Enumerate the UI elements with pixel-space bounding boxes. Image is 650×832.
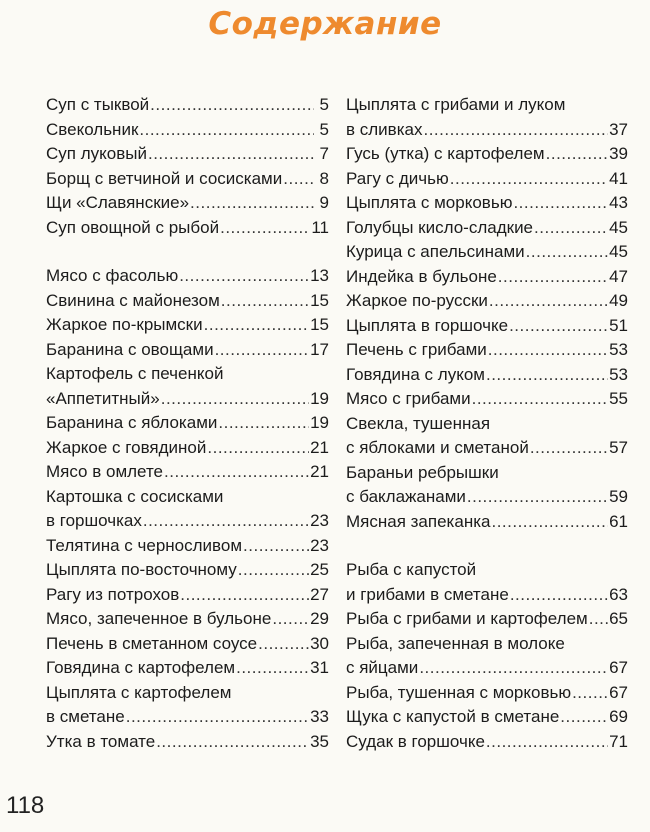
dot-leader	[220, 216, 310, 241]
dot-leader	[560, 705, 608, 730]
toc-entry-line	[46, 387, 329, 412]
toc-entry	[346, 387, 628, 412]
toc-entry	[46, 191, 329, 216]
dot-leader	[164, 460, 309, 485]
dot-leader	[221, 289, 309, 314]
toc-entry-line	[46, 264, 329, 289]
toc-entry	[46, 558, 329, 583]
toc-entry	[346, 461, 628, 510]
dot-leader	[190, 191, 314, 216]
toc-entry-page: 9	[319, 193, 329, 212]
toc-entry-page: 43	[609, 193, 628, 212]
toc-entry-title: Щука с капустой в сметане	[346, 707, 560, 726]
toc-entry-title: Цыплята с морковью	[346, 193, 513, 212]
toc-entry	[346, 510, 628, 535]
toc-entry-line	[46, 558, 329, 583]
toc-entry-title: Рыба с капустой	[346, 560, 477, 579]
toc-entry-title: Цыплята с картофелем	[46, 682, 232, 702]
dot-leader	[450, 167, 608, 192]
toc-entry-page: 21	[310, 437, 329, 457]
toc-entry-line	[346, 363, 628, 388]
dot-leader	[472, 387, 608, 412]
toc-entry-line	[346, 485, 628, 510]
toc-entry-line	[346, 93, 628, 118]
toc-entry	[46, 142, 329, 167]
toc-entry-line	[46, 460, 329, 485]
toc-entry-page: 25	[310, 560, 329, 579]
toc-entry-page: 65	[609, 609, 628, 628]
page-number: 118	[6, 792, 45, 819]
toc-entry-title: Рагу из потрохов	[46, 584, 180, 604]
toc-entry	[346, 607, 628, 632]
toc-entry-title: Рыба, тушенная с морковью	[346, 682, 572, 702]
toc-entry	[46, 607, 329, 632]
dot-leader	[243, 534, 309, 559]
toc-entry	[346, 412, 628, 461]
toc-entry-title: Печень в сметанном соусе	[46, 633, 258, 653]
dot-leader	[156, 730, 309, 755]
toc-entry-line	[46, 730, 329, 755]
toc-entry-title: Картофель с печенкой	[46, 364, 224, 383]
toc-entry-title: Курица с апельсинами	[346, 242, 525, 261]
dot-leader	[423, 118, 608, 143]
toc-entry-line	[46, 289, 329, 314]
toc-entry	[346, 730, 628, 755]
toc-entry-line	[46, 216, 329, 241]
toc-entry	[346, 632, 628, 681]
toc-entry-page: 35	[310, 731, 329, 751]
toc-entry-title: Свекла, тушенная	[346, 413, 491, 433]
toc-entry-line	[346, 191, 628, 216]
toc-entry-line	[46, 632, 329, 657]
toc-entry-line	[346, 412, 628, 437]
dot-leader	[509, 314, 608, 339]
dot-leader	[530, 436, 608, 461]
dot-leader	[179, 264, 309, 289]
toc-entry-line	[46, 607, 329, 632]
dot-leader	[534, 216, 608, 241]
dot-leader	[488, 338, 608, 363]
dot-leader	[204, 313, 309, 338]
toc-entry	[46, 411, 329, 436]
toc-entry-page: 59	[609, 487, 628, 506]
toc-entry-line	[346, 240, 628, 265]
toc-entry-title: Картошка с сосисками	[46, 486, 224, 506]
toc-entry-page: 5	[319, 119, 329, 139]
dot-leader	[180, 583, 309, 608]
toc-entry	[46, 681, 329, 730]
toc-entry-title: Рыба с грибами и картофелем	[346, 609, 588, 628]
toc-left-column	[46, 93, 329, 754]
toc-entry-page: 33	[310, 707, 329, 726]
toc-entry-page: 67	[609, 682, 628, 702]
toc-entry-title: Мясо в омлете	[46, 462, 163, 481]
dot-leader	[467, 485, 608, 510]
dot-leader	[572, 681, 608, 706]
toc-entry	[46, 216, 329, 241]
toc-entry-page: 55	[609, 389, 628, 408]
toc-entry-title: Свекольник	[46, 119, 139, 139]
dot-leader	[489, 289, 608, 314]
toc-entry-title: и грибами в сметане	[346, 584, 509, 604]
dot-leader	[491, 510, 608, 535]
toc-entry-line	[346, 387, 628, 412]
dot-leader	[546, 142, 608, 167]
toc-entry	[346, 240, 628, 265]
toc-entry-line	[346, 142, 628, 167]
toc-entry-page: 27	[310, 584, 329, 604]
toc-entry-page: 17	[310, 339, 329, 359]
toc-entry-title: Суп луковый	[46, 144, 147, 163]
dot-leader	[148, 142, 314, 167]
toc-entry-page: 61	[609, 511, 628, 531]
toc-entry-line	[46, 313, 329, 338]
toc-entry	[346, 142, 628, 167]
toc-entry-title: Мясо с фасолью	[46, 266, 179, 285]
toc-entry-title: Мясная запеканка	[346, 511, 491, 531]
toc-entry-title: Голубцы кисло-сладкие	[346, 217, 534, 237]
dot-leader	[218, 411, 309, 436]
section-gap	[346, 534, 628, 558]
toc-entry-line	[346, 436, 628, 461]
toc-entry-line	[46, 485, 329, 510]
toc-entry-page: 31	[310, 658, 329, 677]
toc-entry-page: 29	[310, 609, 329, 628]
toc-entry	[46, 632, 329, 657]
toc-entry-title: Жаркое по-русски	[346, 291, 488, 310]
toc-entry-page: 63	[609, 584, 628, 604]
dot-leader	[236, 656, 309, 681]
toc-entry	[46, 167, 329, 192]
toc-entry-title: Бараньи ребрышки	[346, 462, 499, 482]
toc-entry-title: «Аппетитный»	[46, 388, 160, 408]
toc-entry	[46, 656, 329, 681]
toc-entry-page: 49	[609, 291, 628, 310]
toc-entry-line	[346, 118, 628, 143]
dot-leader	[283, 167, 314, 192]
toc-entry	[46, 118, 329, 143]
toc-entry-title: Борщ с ветчиной и сосисками	[46, 168, 283, 188]
toc-entry-line	[46, 362, 329, 387]
toc-entry-title: Рыба, запеченная в молоке	[346, 633, 565, 653]
toc-entry-page: 11	[311, 217, 329, 237]
toc-entry-title: Рагу с дичью	[346, 168, 449, 188]
toc-entry-title: с баклажанами	[346, 487, 466, 506]
dot-leader	[238, 558, 309, 583]
dot-leader	[513, 191, 608, 216]
toc-entry-page: 45	[609, 217, 628, 237]
dot-leader	[526, 240, 608, 265]
toc-entry-title: в сметане	[46, 707, 125, 726]
toc-entry-line	[46, 411, 329, 436]
toc-entry-title: Печень с грибами	[346, 340, 487, 359]
dot-leader	[486, 363, 608, 388]
toc-entry-title: Мясо, запеченное в бульоне	[46, 609, 272, 628]
toc-entry-page: 13	[310, 266, 329, 285]
toc-entry-title: Мясо с грибами	[346, 389, 471, 408]
toc-entry-page: 57	[609, 438, 628, 457]
toc-entry	[46, 460, 329, 485]
toc-entry-page: 51	[609, 315, 628, 335]
toc-entry-page: 67	[609, 658, 628, 677]
toc-entry	[346, 93, 628, 142]
toc-entry-line	[346, 583, 628, 608]
toc-entry-line	[346, 681, 628, 706]
toc-entry	[346, 338, 628, 363]
toc-entry-title: с яйцами	[346, 658, 419, 677]
toc-entry-line	[346, 730, 628, 755]
toc-entry-line	[46, 338, 329, 363]
toc-entry-line	[346, 265, 628, 290]
toc-entry	[346, 314, 628, 339]
toc-entry-title: Суп овощной с рыбой	[46, 217, 220, 237]
toc-entry	[46, 264, 329, 289]
toc-entry-line	[346, 607, 628, 632]
dot-leader	[207, 436, 309, 461]
toc-entry	[346, 558, 628, 607]
toc-entry	[346, 681, 628, 706]
toc-entry-title: Свинина с майонезом	[46, 290, 220, 310]
toc-entry-line	[346, 461, 628, 486]
toc-entry	[46, 313, 329, 338]
toc-entry	[346, 191, 628, 216]
toc-entry	[346, 265, 628, 290]
toc-entry-page: 69	[609, 707, 628, 726]
toc-entry	[46, 485, 329, 534]
dot-leader	[161, 387, 309, 412]
toc-entry-title: Цыплята с грибами и луком	[346, 95, 566, 114]
toc-entry-line	[46, 142, 329, 167]
toc-entry-title: в сливках	[346, 119, 423, 139]
toc-entry-line	[346, 216, 628, 241]
toc-entry-line	[346, 656, 628, 681]
toc-entry	[46, 289, 329, 314]
dot-leader	[139, 118, 314, 143]
toc-entry-line	[46, 656, 329, 681]
toc-entry	[46, 534, 329, 559]
toc-entry-page: 7	[319, 144, 329, 163]
toc-entry-title: с яблоками и сметаной	[346, 438, 529, 457]
toc-entry-title: Индейка в бульоне	[346, 266, 497, 286]
toc-entry-page: 21	[310, 462, 329, 481]
dot-leader	[510, 583, 608, 608]
toc-entry-line	[46, 534, 329, 559]
toc-entry-page: 30	[310, 633, 329, 653]
toc-entry-title: Говядина с картофелем	[46, 658, 236, 677]
toc-entry	[346, 216, 628, 241]
dot-leader	[143, 509, 309, 534]
toc-entry	[346, 289, 628, 314]
toc-entry-page: 23	[310, 511, 329, 530]
toc-entry-title: Баранина с овощами	[46, 339, 214, 359]
toc-entry-line	[46, 93, 329, 118]
dot-leader	[258, 632, 309, 657]
toc-entry-page: 41	[609, 168, 628, 188]
toc-entry-line	[46, 509, 329, 534]
toc-entry-page: 23	[310, 535, 329, 555]
toc-entry-page: 53	[609, 340, 628, 359]
section-gap	[46, 240, 329, 264]
dot-leader	[150, 93, 314, 118]
toc-entry-line	[346, 167, 628, 192]
toc-entry-line	[346, 558, 628, 583]
toc-entry-title: Жаркое с говядиной	[46, 437, 207, 457]
toc-entry-line	[46, 681, 329, 706]
dot-leader	[498, 265, 608, 290]
dot-leader	[126, 705, 309, 730]
toc-entry	[346, 363, 628, 388]
toc-entry-title: Цыплята по-восточному	[46, 560, 237, 579]
toc-entry-title: Утка в томате	[46, 731, 156, 751]
toc-entry	[46, 436, 329, 461]
toc-entry-page: 8	[319, 168, 329, 188]
toc-entry-line	[346, 510, 628, 535]
dot-leader	[419, 656, 608, 681]
toc-right-column	[346, 93, 628, 754]
toc-entry	[346, 167, 628, 192]
toc-entry-page: 15	[310, 290, 329, 310]
toc-entry-title: Цыплята в горшочке	[346, 315, 509, 335]
toc-entry-page: 37	[609, 119, 628, 139]
toc-entry	[46, 730, 329, 755]
dot-leader	[272, 607, 309, 632]
toc-entry-page: 47	[609, 266, 628, 286]
toc-entry-title: Судак в горшочке	[346, 731, 485, 751]
toc-entry-title: Жаркое по-крымски	[46, 315, 203, 334]
toc-entry-line	[346, 632, 628, 657]
toc-entry-line	[346, 289, 628, 314]
toc-entry-page: 53	[609, 364, 628, 384]
toc-entry-title: Говядина с луком	[346, 364, 485, 384]
dot-leader	[589, 607, 608, 632]
toc-entry-page: 39	[609, 144, 628, 163]
toc-entry-title: Гусь (утка) с картофелем	[346, 144, 545, 163]
toc-entry-line	[46, 583, 329, 608]
toc-entry-title: в горшочках	[46, 511, 142, 530]
toc-entry-title: Щи «Славянские»	[46, 193, 190, 212]
page-title: Содержание	[208, 6, 442, 42]
dot-leader	[215, 338, 310, 363]
toc-entry-page: 45	[609, 242, 628, 261]
toc-entry	[46, 362, 329, 411]
toc-entry-line	[346, 338, 628, 363]
toc-entry-page: 19	[310, 413, 329, 432]
toc-entry-line	[46, 436, 329, 461]
toc-entry-page: 71	[609, 731, 628, 751]
toc-entry	[346, 705, 628, 730]
toc-entry-title: Баранина с яблоками	[46, 413, 218, 432]
toc-entry	[46, 583, 329, 608]
toc-entry-title: Суп с тыквой	[46, 95, 150, 114]
dot-leader	[486, 730, 608, 755]
toc-entry-line	[346, 314, 628, 339]
toc-entry-line	[46, 705, 329, 730]
toc-entry-line	[46, 118, 329, 143]
toc-entry	[46, 338, 329, 363]
toc-entry-line	[46, 167, 329, 192]
toc-entry	[46, 93, 329, 118]
toc-entry-title: Телятина с черносливом	[46, 535, 243, 555]
toc-entry-page: 5	[319, 95, 329, 114]
toc-entry-page: 19	[310, 388, 329, 408]
toc-entry-page: 15	[310, 315, 329, 334]
toc-entry-line	[346, 705, 628, 730]
toc-entry-line	[46, 191, 329, 216]
